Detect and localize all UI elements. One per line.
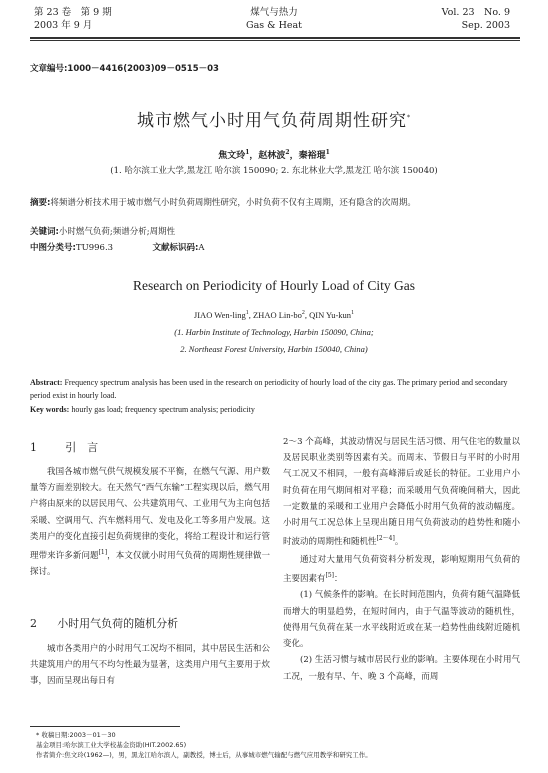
- footnote: [36, 730, 372, 760]
- abstract-cn-text: 将频谱分析技术用于城市燃气小时负荷周期性研究，小时负荷不仅有主周期，还有隐含的次周期。: [50, 198, 416, 208]
- paragraph-text-tail: ，本文仅就小时用气负荷的周期性规律做一探讨。: [30, 550, 270, 578]
- keywords-cn-text: 小时燃气负荷;频谱分析;周期性: [58, 227, 176, 237]
- doc-code-value: A: [198, 243, 205, 253]
- running-header-right: [442, 6, 510, 32]
- volume-issue-en: Vol. 23 No. 9: [441, 7, 510, 18]
- header-rule-thin: [30, 40, 520, 41]
- section-1-title: 引 言: [65, 441, 99, 454]
- volume-issue-cn: 第 23 卷 第 9 期: [34, 7, 112, 18]
- author-en-1: JIAO Wen-ling: [193, 310, 246, 320]
- author-en-2: , ZHAO Lin-bo: [248, 310, 302, 320]
- article-number: 文章编号:1000－4416(2003)09－0515－03: [30, 64, 219, 74]
- paragraph: 城市各类用户的小时用气工况均不相同，其中居民生活和公共建筑用户的用气不均匀性最为显著，这类用户用气主要用于炊事，因而呈现出每日有: [30, 644, 270, 687]
- paper-title-en: Research on Periodicity of Hourly Load of City Gas: [133, 278, 415, 293]
- abstract-cn: [30, 196, 518, 210]
- author-2: ，赵林波: [249, 151, 286, 161]
- clc-label: 中图分类号:: [30, 243, 76, 253]
- affiliations-cn: (1. 哈尔滨工业大学,黑龙江 哈尔滨 150090; 2. 东北林业大学,黑龙江 哈尔滨 150040): [110, 166, 438, 176]
- date-cn: 2003 年 9 月: [34, 20, 93, 31]
- paragraph-end: 。: [394, 537, 404, 548]
- paragraph: [283, 434, 520, 550]
- author-en-2-sup: 2: [301, 310, 305, 317]
- footnote-rule: [30, 726, 180, 727]
- doc-code-label: 文献标识码:: [152, 243, 199, 253]
- section-2-heading: [30, 612, 270, 631]
- affiliations-en: [0, 324, 548, 358]
- citation: [2～4]: [376, 535, 395, 543]
- journal-name-en: Gas & Heat: [245, 20, 302, 31]
- affiliation-en-2: 2. Northeast Forest University, Harbin 150040, China): [180, 344, 368, 354]
- author-1: 焦文玲: [218, 151, 246, 161]
- clc-value: TU996.3: [75, 243, 114, 253]
- section-2-number: 2: [30, 617, 37, 630]
- authors-en: [0, 310, 548, 320]
- section-1-body: [30, 464, 270, 580]
- abstract-en-text: Frequency spectrum analysis has been used in the research on periodicity of hourly load of the city gas. The primary period and secondary period exist in hourly load.: [30, 378, 508, 400]
- author-bio: 作者简介:焦文玲(1962—)，男，黑龙江哈尔滨人，副教授，博士后，从事城市燃气输配与燃气应用教学和研究工作。: [36, 751, 372, 759]
- abstract-en: [30, 376, 518, 402]
- paragraph: [283, 552, 520, 587]
- right-column: [283, 434, 520, 685]
- citation: [1]: [98, 549, 108, 557]
- section-2-body: [30, 641, 270, 690]
- received-date: * 收稿日期:2003－01－30: [36, 731, 116, 739]
- keywords-cn: [30, 225, 175, 237]
- author-3: ，秦裕琨: [289, 151, 326, 161]
- classification-cn: [30, 241, 205, 253]
- author-en-1-sup: 1: [245, 310, 249, 317]
- author-1-sup: 1: [245, 149, 250, 156]
- title-footnote-mark: *: [407, 114, 411, 122]
- author-2-sup: 2: [285, 149, 290, 156]
- keywords-cn-label: 关键词:: [30, 227, 59, 237]
- funding: 基金项目:哈尔滨工业大学校基金资助(HIT.2002.65): [36, 741, 187, 749]
- date-en: Sep. 2003: [461, 20, 510, 31]
- author-en-3-sup: 1: [351, 310, 355, 317]
- section-2-title: 小时用气负荷的随机分析: [57, 617, 179, 630]
- author-en-3: , QIN Yu-kun: [304, 310, 352, 320]
- keywords-en-text: hourly gas load; frequency spectrum analysis; periodicity: [71, 405, 255, 414]
- paragraph: (2) 生活习惯与城市居民行业的影响。主要体现在小时用气工况，一般有早、午、晚 3 个高峰，而周: [283, 655, 520, 682]
- paragraph-end: ：: [334, 574, 343, 585]
- paragraph: (1) 气候条件的影响。在长时间范围内，负荷有随气温降低而增大的明显趋势，在短时间内，由于气温等波动的随机性，使得用气负荷在某一水平线附近或在某一趋势性曲线附近随机变化。: [283, 590, 520, 650]
- paragraph: [30, 464, 270, 580]
- paragraph-text: 通过对大量用气负荷资料分析发现，影响短期用气负荷的主要因素有: [283, 555, 520, 585]
- abstract-en-label: Abstract:: [30, 378, 63, 387]
- abstract-cn-label: 摘要:: [30, 198, 51, 208]
- section-1-number: 1: [30, 441, 37, 454]
- keywords-en-label: Key words:: [30, 405, 70, 414]
- header-rule-thick: [30, 37, 520, 39]
- journal-name-cn: 煤气与热力: [250, 7, 298, 18]
- author-3-sup: 1: [325, 149, 330, 156]
- section-1-heading: [30, 436, 270, 455]
- authors-cn: [0, 148, 548, 161]
- paragraph-text: 我国各城市燃气供气规模发展不平衡，在燃气气源、用户数量等方面差别较大。在天然气“西气东输”工程实现以后，燃气用户将由原来的以居民用气、公共建筑用气、工业用气为主向包括采暖、空调用气、汽车燃料用气、发电及化工等多用户发展。这类用户的变化直接引起负荷规律的变化，将给工程设计和运行管理带来许多新问题: [30, 467, 270, 561]
- paragraph-text: 2～3 个高峰，其波动情况与居民生活习惯、用气住宅的数量以及居民职业类别等因素有关。而周末、节假日与平时的小时用气工况又不相同，一般有高峰滞后或延长的特征。工业用户小时负荷在用气期间相对平稳；而采暖用气负荷晚间稍大，因此一定数量的采暖和工业用户会降低小时用气负荷的波动幅度。小时用气工况总体上呈现出随日用气负荷波动的趋势性和随小时波动的周期性和随机性: [283, 437, 520, 548]
- citation: [5]: [325, 572, 335, 580]
- keywords-en: [30, 405, 255, 414]
- affiliation-en-1: (1. Harbin Institute of Technology, Harbin 150090, China;: [174, 327, 374, 337]
- paper-title-cn: [0, 106, 548, 131]
- title-text: 城市燃气小时用气负荷周期性研究: [137, 111, 407, 131]
